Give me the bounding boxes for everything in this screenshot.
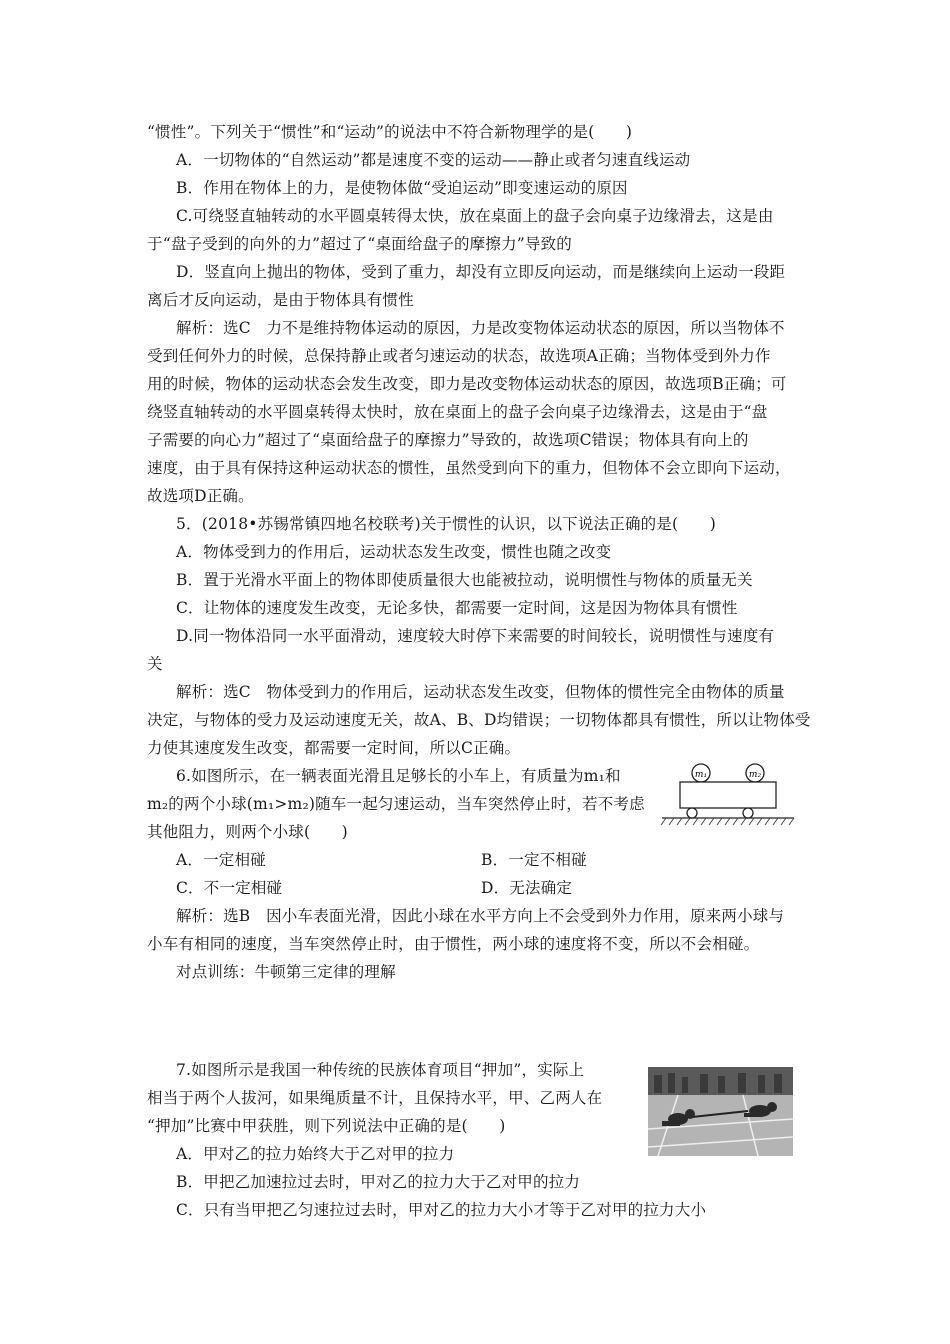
- q4-option-b: B．作用在物体上的力，是使物体做“受迫运动”即变速运动的原因: [176, 179, 628, 197]
- q7-stem-line: 相当于两个人拔河，如果绳质量不计，且保持水平，甲、乙两人在: [147, 1089, 603, 1107]
- q5-analysis-line: 力使其速度发生改变，都需要一定时间，所以C正确。: [147, 739, 521, 757]
- q5-analysis-line: 决定，与物体的受力及运动速度无关，故A、B、D均错误；一切物体都具有惯性，所以让物体受: [147, 711, 811, 729]
- q4-option-c-line2: 于“盘子受到的向外的力”超过了“桌面给盘子的摩擦力”导致的: [147, 235, 572, 253]
- ball-m2-label: m₂: [748, 770, 762, 780]
- cart-wheel-icon: [687, 808, 697, 818]
- q6-analysis-line: 小车有相同的速度，当车突然停止时，由于惯性，两小球的速度将不变，所以不会相碰。: [147, 935, 760, 953]
- cart-wheel-icon: [743, 808, 753, 818]
- ground-hatching: [661, 818, 794, 825]
- q4-option-d-line2: 离后才反向运动，是由于物体具有惯性: [147, 291, 414, 309]
- q5-option-b: B．置于光滑水平面上的物体即使质量很大也能被拉动，说明惯性与物体的质量无关: [176, 571, 753, 589]
- q6-option-a: A．一定相碰: [176, 851, 266, 869]
- q7-option-a: A．甲对乙的拉力始终大于乙对甲的拉力: [176, 1145, 455, 1163]
- q5-option-a: A．物体受到力的作用后，运动状态发生改变，惯性也随之改变: [176, 543, 612, 561]
- q5-option-d-line1: D.同一物体沿同一水平面滑动，速度较大时停下来需要的时间较长，说明惯性与速度有: [176, 627, 775, 645]
- q4-option-d-line1: D．竖直向上抛出的物体，受到了重力，却没有立即反向运动，而是继续向上运动一段距: [176, 263, 786, 281]
- q4-analysis-line: 解析：选C 力不是维持物体运动的原因，力是改变物体运动状态的原因，所以当物体不: [176, 319, 785, 337]
- q4-analysis-line: 绕竖直轴转动的水平圆桌转得太快时，放在桌面上的盘子会向桌子边缘滑去，这是由于“盘: [147, 403, 768, 421]
- q6-stem-line: m₂的两个小球(m₁>m₂)随车一起匀速运动，当车突然停止时，若不考虑: [147, 795, 645, 813]
- q6-option-d: D．无法确定: [481, 879, 573, 897]
- q5-option-c: C．让物体的速度发生改变，无论多快，都需要一定时间，这是因为物体具有惯性: [176, 599, 738, 617]
- q4-analysis-line: 速度，由于具有保持这种运动状态的惯性，虽然受到向下的重力，但物体不会立即向下运动，: [147, 459, 791, 477]
- q6-analysis-line: 解析：选B 因小车表面光滑，因此小球在水平方向上不会受到外力作用，原来两小球与: [176, 907, 785, 925]
- q5-stem: 5．(2018•苏锡常镇四地名校联考)关于惯性的认识，以下说法正确的是( ): [176, 515, 716, 533]
- q7-option-b: B．甲把乙加速拉过去时，甲对乙的拉力大于乙对甲的拉力: [176, 1173, 581, 1191]
- q6-option-b: B．一定不相碰: [481, 851, 587, 869]
- q7-stem-line: “押加”比赛中甲获胜，则下列说法中正确的是( ): [147, 1117, 506, 1135]
- cart-diagram: [658, 760, 798, 830]
- q6-stem-line: 其他阻力，则两个小球( ): [147, 823, 348, 841]
- q4-analysis-line: 用的时候，物体的运动状态会发生改变，即力是改变物体运动状态的原因，故选项B正确；可: [147, 375, 787, 393]
- q6-stem-line: 6.如图所示，在一辆表面光滑且足够长的小车上，有质量为m₁和: [176, 767, 621, 785]
- q7-stem-line: 7.如图所示是我国一种传统的民族体育项目“押加”，实际上: [176, 1061, 585, 1079]
- ball-m1-label: m₁: [694, 770, 708, 780]
- cart-body: [680, 782, 776, 808]
- q6-option-c: C．不一定相碰: [176, 879, 283, 897]
- q4-option-a: A．一切物体的“自然运动”都是速度不变的运动——静止或者匀速直线运动: [176, 151, 691, 169]
- q4-stem-line: “惯性”。下列关于“惯性”和“运动”的说法中不符合新物理学的是( ): [147, 123, 633, 141]
- q4-analysis-line: 子需要的向心力”超过了“桌面给盘子的摩擦力”导致的，故选项C错误；物体具有向上的: [147, 431, 749, 449]
- q4-analysis-line: 受到任何外力的时候，总保持静止或者匀速运动的状态，故选项A正确；当物体受到外力作: [147, 347, 771, 365]
- yajia-photo: [648, 1067, 793, 1156]
- q5-option-d-line2: 关: [147, 655, 163, 673]
- section-heading: 对点训练：牛顿第三定律的理解: [176, 963, 396, 981]
- q4-analysis-line: 故选项D正确。: [147, 487, 254, 505]
- q4-option-c-line1: C.可绕竖直轴转动的水平圆桌转得太快，放在桌面上的盘子会向桌子边缘滑去，这是由: [176, 207, 774, 225]
- q7-option-c: C．只有当甲把乙匀速拉过去时，甲对乙的拉力大小才等于乙对甲的拉力大小: [176, 1201, 707, 1219]
- q5-analysis-line: 解析：选C 物体受到力的作用后，运动状态发生改变，但物体的惯性完全由物体的质量: [176, 683, 785, 701]
